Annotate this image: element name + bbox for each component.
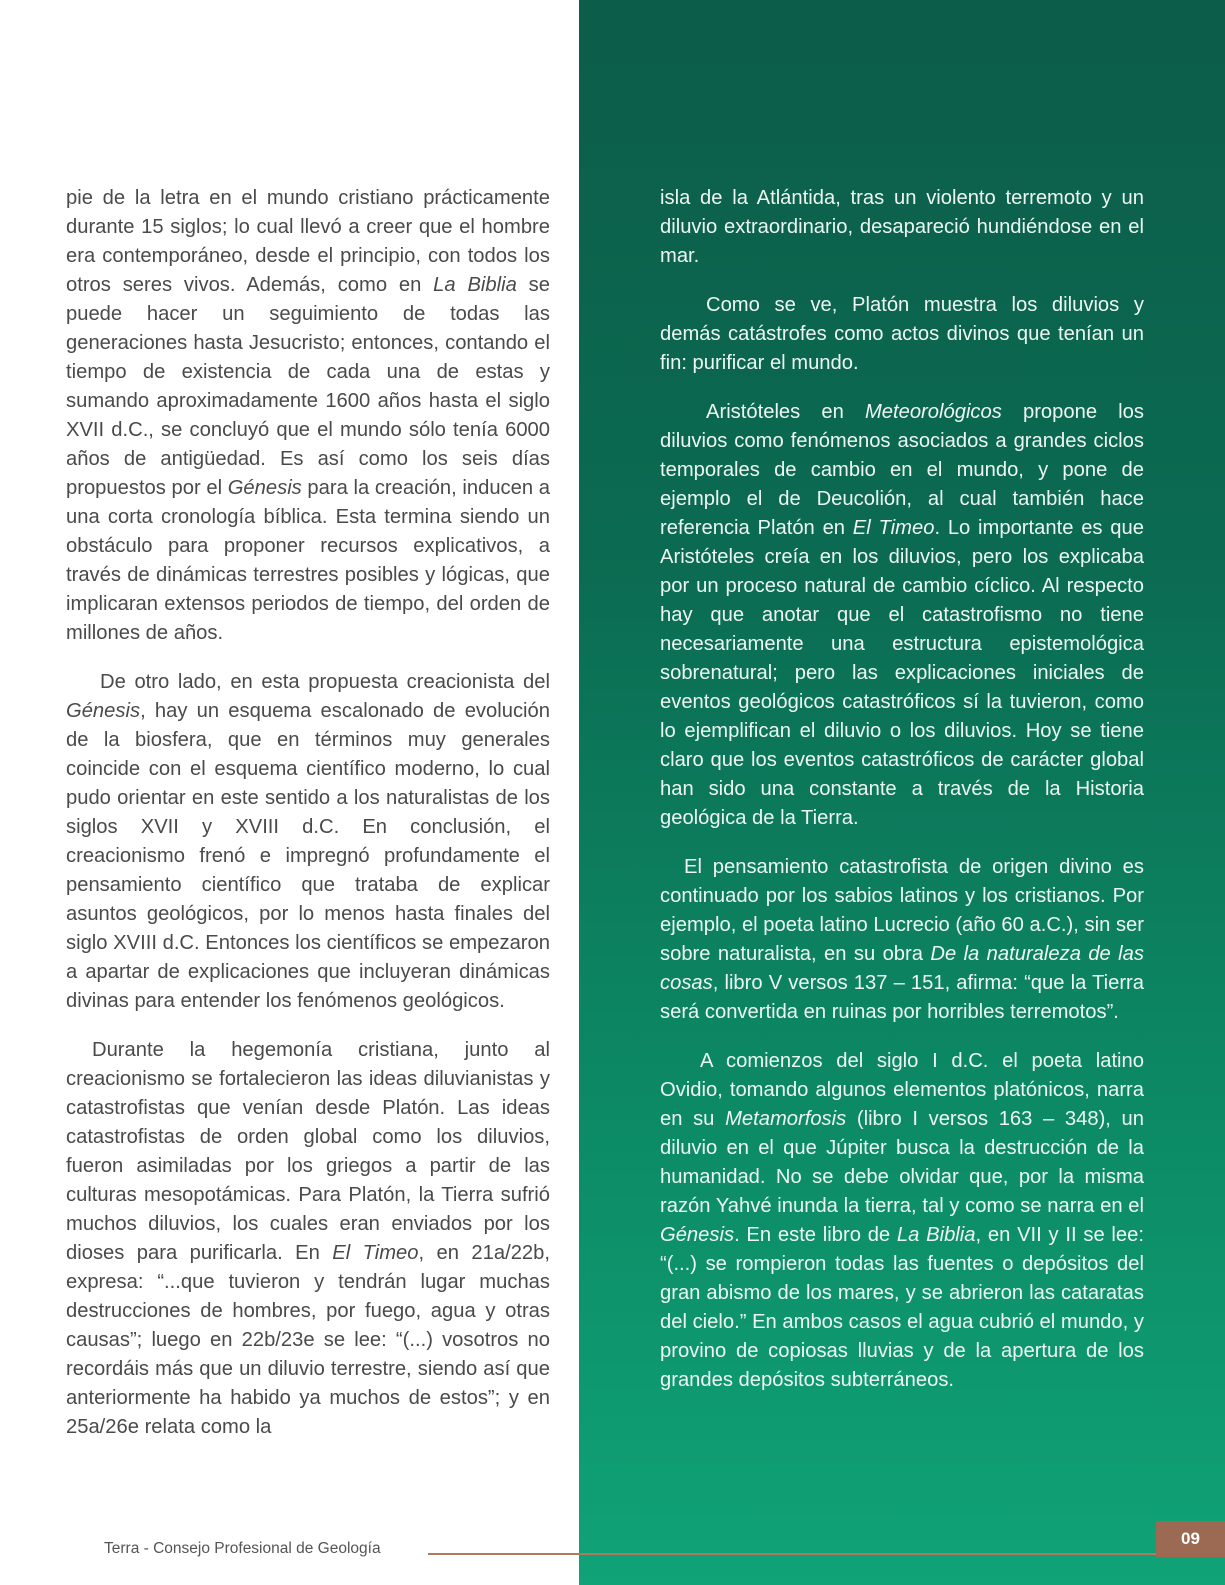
text-run: se puede hacer un seguimiento de todas las generaciones hasta Jesucristo; entonces, contando el tiempo de existencia de cada una de estas y sumando aproximadamente 1600 años hasta el siglo XVII d.C., se concluyó que el mundo sólo tenía 6000 años de antigüedad. Es así como los seis días propuestos por el: [66, 274, 550, 499]
italic-title: Génesis: [227, 477, 302, 499]
footer-divider-line: [428, 1553, 1168, 1555]
text-run: , libro V versos 137 – 151, afirma: “que la Tierra será convertida en ruinas por horribles terremotos”.: [660, 972, 1144, 1023]
italic-title: Metamorfosis: [725, 1108, 847, 1130]
text-run: . En este libro de: [734, 1224, 897, 1246]
text-run: , en VII y II se lee: “(...) se rompieron todas las fuentes o depósitos del gran abismo de los mares, y se abrieron las cataratas del cielo.” En ambos casos el agua cubrió el mundo, y provino de copiosas lluvias y de la apertura de los grandes depósitos subterráneos.: [660, 1224, 1144, 1391]
italic-title: La Biblia: [433, 274, 517, 296]
right-text-column: [660, 184, 1144, 1395]
left-paragraph-3: [66, 1036, 550, 1442]
text-run: isla de la Atlántida, tras un violento terremoto y un diluvio extraordinario, desapareció hundiéndose en el mar.: [660, 187, 1144, 267]
right-paragraph-3: [660, 398, 1144, 833]
text-run: Durante la hegemonía cristiana, junto al creacionismo se fortalecieron las ideas diluvianistas y catastrofistas que venían desde Platón. Las ideas catastrofistas de orden global como los diluvios, fueron asimiladas por los griegos a partir de las culturas mesopotámicas. Para Platón, la Tierra sufrió muchos diluvios, los cuales eran enviados por los dioses para purificarla. En: [66, 1039, 550, 1264]
text-run: El pensamiento catastrofista de origen divino es continuado por los sabios latinos y los cristianos. Por ejemplo, el poeta latino Lucrecio (año 60 a.C.), sin ser sobre naturalista, en su obra: [660, 856, 1144, 965]
text-run: . Lo importante es que Aristóteles creía en los diluvios, pero los explicaba por un proceso natural de cambio cíclico. Al respecto hay que anotar que el catastrofismo no tiene necesariamente una estructura epistemológica sobrenatural; pero las explicaciones iniciales de eventos geológicos catastróficos sí la tuvieron, como lo ejemplifican el diluvio o los diluvios. Hoy se tiene claro que los eventos catastróficos de carácter global han sido una constante a través de la Historia geológica de la Tierra.: [660, 517, 1144, 829]
italic-title: La Biblia: [896, 1224, 976, 1246]
page-number-badge: 09: [1156, 1521, 1225, 1557]
text-run: De otro lado, en esta propuesta creacionista del: [100, 671, 550, 693]
right-paragraph-5: [660, 1047, 1144, 1395]
italic-title: Meteorológicos: [864, 401, 1002, 423]
right-paragraph-4: [660, 853, 1144, 1027]
right-paragraph-2: [660, 291, 1144, 378]
text-run: A comienzos del siglo I d.C. el poeta latino Ovidio, tomando algunos elementos platónicos, narra en su: [660, 1050, 1144, 1130]
left-paragraph-2: [66, 668, 550, 1016]
left-paragraph-1: [66, 184, 550, 648]
italic-title: Génesis: [66, 700, 141, 722]
italic-title: El Timeo: [852, 517, 935, 539]
right-paragraph-1: [660, 184, 1144, 271]
text-run: para la creación, inducen a una corta cronología bíblica. Esta termina siendo un obstáculo para proponer recursos explicativos, a través de dinámicas terrestres posibles y lógicas, que implicaran extensos periodos de tiempo, del orden de millones de años.: [66, 477, 550, 644]
text-run: , en 21a/22b, expresa: “...que tuvieron y tendrán lugar muchas destrucciones de hombres, por fuego, agua y otras causas”; luego en 22b/23e se lee: “(...) vosotros no recordáis más que un diluvio terrestre, siendo así que anteriormente ha habido ya muchos de estos”; y en 25a/26e relata como la: [66, 1242, 550, 1438]
text-run: (libro I versos 163 – 348), un diluvio en el que Júpiter busca la destrucción de la humanidad. No se debe olvidar que, por la misma razón Yahvé inunda la tierra, tal y como se narra en el: [660, 1108, 1145, 1217]
footer-publication-name: Terra - Consejo Profesional de Geología: [104, 1540, 381, 1557]
italic-title: De la naturaleza de las cosas: [660, 943, 1144, 994]
text-run: Como se ve, Platón muestra los diluvios y demás catástrofes como actos divinos que tenían un fin: purificar el mundo.: [660, 294, 1144, 374]
italic-title: El Timeo: [332, 1242, 419, 1264]
text-run: , hay un esquema escalonado de evolución de la biosfera, que en términos muy generales coincide con el esquema científico moderno, lo cual pudo orientar en este sentido a los naturalistas de los siglos XVII y XVIII d.C. En conclusión, el creacionismo frenó e impregnó profundamente el pensamiento científico que trataba de explicar asuntos geológicos, por lo menos hasta finales del siglo XVIII d.C. Entonces los científicos se empezaron a apartar de explicaciones que incluyeran dinámicas divinas para entender los fenómenos geológicos.: [66, 700, 550, 1012]
text-run: Aristóteles en: [706, 401, 865, 423]
text-run: pie de la letra en el mundo cristiano prácticamente durante 15 siglos; lo cual llevó a creer que el hombre era contemporáneo, desde el principio, con todos los otros seres vivos. Además, como en: [66, 187, 550, 296]
text-run: propone los diluvios como fenómenos asociados a grandes ciclos temporales de cambio en el mundo, y pone de ejemplo el de Deucolión, al cual también hace referencia Platón en: [660, 401, 1144, 539]
italic-title: Génesis: [660, 1224, 735, 1246]
left-text-column: [66, 184, 550, 1442]
